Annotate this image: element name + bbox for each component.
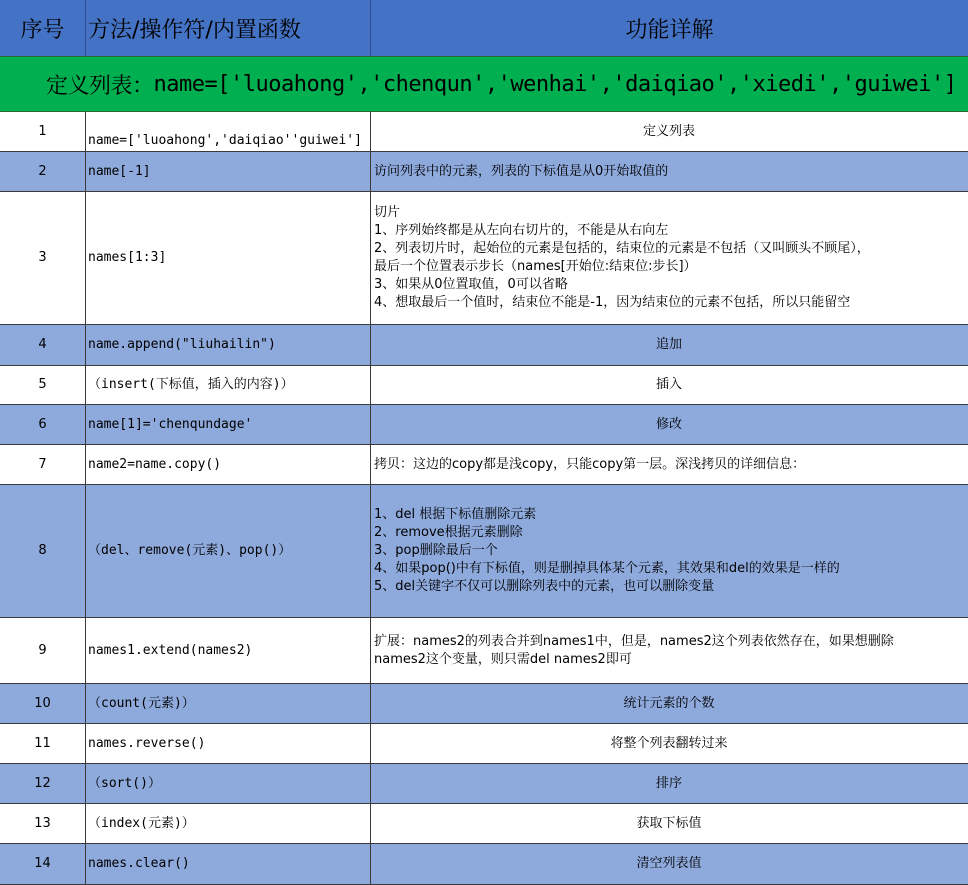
table-header [0,0,968,56]
row-method: （sort()） [86,764,371,803]
row-method: （index(元素)） [86,804,371,843]
row-description [371,152,968,191]
description-line: 2、remove根据元素删除 [374,525,523,540]
description-line: 3、pop删除最后一个 [374,543,498,558]
row-number: 13 [0,804,86,843]
row-number: 4 [0,325,86,365]
description-line: 访问列表中的元素，列表的下标值是从0开始取值的 [374,163,669,179]
table-row [0,844,968,885]
row-description [371,325,968,365]
row-number: 7 [0,445,86,484]
row-method: names.clear() [86,844,371,884]
table-row [0,804,968,844]
header-description: 功能详解 [625,17,714,43]
row-method: names.reverse() [86,724,371,763]
description-line: 切片 [374,205,401,220]
description-line: 拷贝：这边的copy都是浅copy，只能copy第一层。深浅拷贝的详细信息： [374,456,806,472]
row-description [371,366,968,404]
row-description [371,724,968,763]
row-description [371,192,968,324]
description-line: 统计元素的个数 [623,695,715,711]
description-line: 将整个列表翻转过来 [610,735,728,751]
description-line: 4、如果pop()中有下标值，则是删掉具体某个元素，其效果和del的效果是一样的 [374,561,840,576]
description-line: 1、序列始终都是从左向右切片的，不能是从右向左 [374,223,669,238]
header-number: 序号 [0,0,86,56]
row-number: 11 [0,724,86,763]
table-row [0,724,968,764]
row-number: 9 [0,618,86,683]
row-method: names[1:3] [86,192,371,324]
table-row [0,764,968,804]
table-row [0,112,968,152]
row-description [371,405,968,444]
row-method: name2=name.copy() [86,445,371,484]
table-row [0,325,968,366]
row-number: 10 [0,684,86,723]
table-row [0,366,968,405]
row-number: 5 [0,366,86,404]
row-number: 12 [0,764,86,803]
description-line: 清空列表值 [636,856,702,871]
row-number: 14 [0,844,86,884]
description-line: 获取下标值 [636,815,702,831]
row-number: 1 [0,112,86,151]
row-method: name[1]='chenqundage' [86,405,371,444]
table-row [0,192,968,325]
list-definition-title [0,56,968,112]
row-method: （count(元素)） [86,684,371,723]
description-line: 排序 [655,775,682,791]
row-description [371,618,968,683]
description-line: 2、列表切片时，起始位的元素是包括的，结束位的元素是不包括（又叫顾头不顾尾）， [374,241,870,256]
row-description [371,844,968,884]
row-method: （insert(下标值，插入的内容)） [86,366,371,404]
description-line: 3、如果从0位置取值，0可以省略 [374,277,568,292]
table-row [0,684,968,724]
description-line: 5、del关键字不仅可以删除列表中的元素，也可以删除变量 [374,579,715,594]
row-number: 2 [0,152,86,191]
row-description [371,485,968,617]
row-description [371,764,968,803]
row-method: name.append("liuhailin") [86,325,371,365]
row-description [371,684,968,723]
row-description [371,445,968,484]
row-number: 8 [0,485,86,617]
row-number: 6 [0,405,86,444]
description-line: 扩展：names2的列表合并到names1中，但是，names2这个列表依然存在，如果想删除 [374,633,894,649]
table-row [0,152,968,192]
description-line: 最后一个位置表示步长（names[开始位:结束位:步长]） [374,259,697,274]
description-line: names2这个变量，则只需del names2即可 [374,651,632,667]
header-method: 方法/操作符/内置函数 [86,0,371,56]
row-description [371,112,968,151]
description-line: 修改 [655,416,682,432]
description-line: 插入 [655,377,682,392]
row-number: 3 [0,192,86,324]
description-line: 追加 [655,337,682,352]
table-row [0,445,968,485]
row-method: name=['luoahong','daiqiao''guiwei'] [86,112,371,151]
description-line: 定义列表 [642,123,695,139]
row-description [371,804,968,843]
table-row [0,485,968,618]
description-line: 4、想取最后一个值时，结束位不能是-1，因为结束位的元素不包括，所以只能留空 [374,295,851,310]
title-label: 定义列表： [46,73,154,99]
row-method: （del、remove(元素)、pop()） [86,485,371,617]
title-code: name=['luoahong','chenqun','wenhai','daiqiao','xiedi','guiwei'] [153,71,957,97]
row-method: name[-1] [86,152,371,191]
table-row [0,405,968,445]
table-row [0,618,968,684]
description-line: 1、del 根据下标值删除元素 [374,507,537,522]
row-method: names1.extend(names2) [86,618,371,683]
